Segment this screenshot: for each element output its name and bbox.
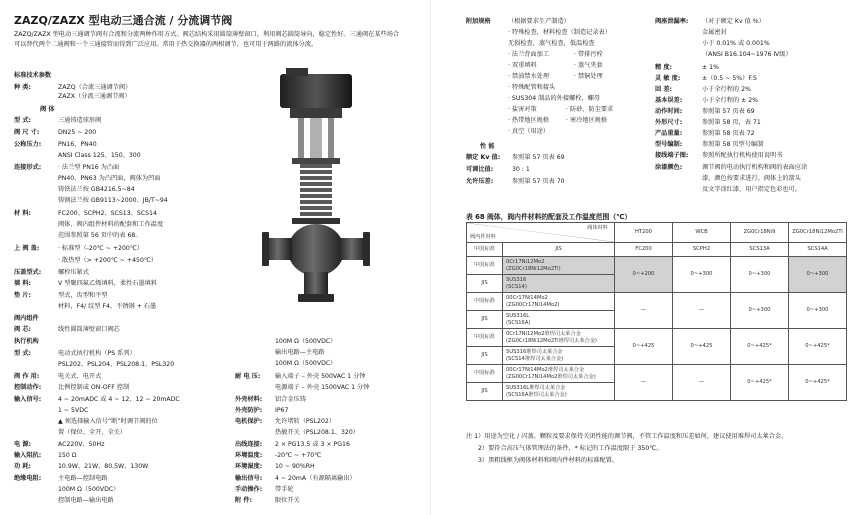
case-material-value: 铝合金压铸 xyxy=(275,396,306,403)
model-code-value: 参照第 58 页型号编制 xyxy=(702,141,764,148)
g2-jis-label: JIS xyxy=(467,311,503,329)
hysteresis-label: 回 差: xyxy=(655,86,673,93)
enclosure-value: IP67 xyxy=(275,407,289,414)
type-label: 种 类: xyxy=(14,84,32,91)
g1-val-3: 0~+300 xyxy=(731,257,789,293)
motor-protect-value-2: 热敏开关（PSL208.1、320） xyxy=(275,429,359,436)
diff-pressure-value: 参照第 57 页表 70 xyxy=(512,178,565,185)
humidity-label: 环境湿度: xyxy=(235,463,263,470)
spec-heading: 标准技术参数 xyxy=(14,72,52,79)
accuracy-value: ± 1% xyxy=(702,64,719,71)
g3-val-1: 0~+425 xyxy=(615,329,673,365)
g4-val-4: 0~+425* xyxy=(789,365,847,401)
g4-jis-material xyxy=(503,383,615,401)
bonnet-value-1: · 标准型（-20℃ ~ +200℃） xyxy=(58,245,143,252)
g4-std-label: 中国标准 xyxy=(467,365,503,383)
g4-std-material-2: (ZG00Cr17Ni14Mo2堆焊司太莱合金) xyxy=(506,373,596,380)
accuracy-label: 精 度: xyxy=(655,64,673,71)
extra-8b: · 防砂、防尘要求 xyxy=(566,106,614,113)
rangeability-value: 30 : 1 xyxy=(512,166,530,173)
gland-label: 压盖型式: xyxy=(14,269,42,276)
sensitivity-label: 灵 敏 度: xyxy=(655,75,681,82)
sensitivity-value: ±（0.5 ~ 5%）F.S xyxy=(702,75,757,82)
g4-jis-material-2: (SCS16A堆焊司太莱合金) xyxy=(506,391,567,398)
dielectric-value-1: 输入端子 – 外壳 500VAC 1 分钟 xyxy=(275,373,366,380)
basic-error-value: 小于全行程的 ± 2% xyxy=(702,97,759,104)
extra-4a: · 双重填料 xyxy=(508,62,537,69)
note-3: 3）黑粗线框为阀体材料和阀内件材料的标准配置。 xyxy=(478,457,619,464)
g4-val-2: — xyxy=(673,365,731,401)
g1-val-1: 0~+200 xyxy=(615,257,673,293)
g1-jis-label: JIS xyxy=(467,275,503,293)
table-title: 表 68 阀体，阀内件材料的配套及工作温度范围（℃） xyxy=(466,213,632,221)
col-jis-2: SCPH2 xyxy=(673,243,731,257)
extra-spec-label: 附加规格 xyxy=(466,18,491,25)
impedance-label: 输入阻抗: xyxy=(14,452,42,459)
manual-label: 手动操作: xyxy=(235,486,263,493)
actuator-type-label: 型 式: xyxy=(14,350,32,357)
gasket-label: 垫 片: xyxy=(14,292,32,299)
g1-val-2: 0~+300 xyxy=(673,257,731,293)
power-source-value: AC220V、50Hz xyxy=(58,441,105,448)
extra-4b: · 蒸气夹套 xyxy=(574,62,603,69)
diff-pressure-label: 允许压差: xyxy=(466,178,494,185)
g3-std-label: 中国标准 xyxy=(467,329,503,347)
insulation-value-1: 主电路—控制电路 xyxy=(58,475,108,482)
insulation-value-3: 控制电路—输出电路 xyxy=(58,497,114,504)
insulation-label: 绝缘电阻: xyxy=(14,475,42,482)
header-body-material: 阀体材料 xyxy=(587,225,608,231)
accessory-value: 限位开关 xyxy=(275,497,300,504)
weight-label: 产品重量: xyxy=(655,130,683,137)
consumption-label: 功 耗: xyxy=(14,463,32,470)
g3-val-3: 0~+425* xyxy=(731,329,789,365)
g4-jis-label: JIS xyxy=(467,383,503,401)
dimensions-value: 参照第 58 页，表 71 xyxy=(702,119,761,126)
bonnet-label: 上 阀 盖: xyxy=(14,245,40,252)
packing-value: V 型聚四氟乙烯填料，柔性石墨填料 xyxy=(58,280,158,287)
g2-val-3: 0~+300 xyxy=(731,293,789,329)
insulation-mid-3: 100M Ω（500VDC） xyxy=(275,360,337,367)
bonnet-value-2: · 散热型（> +200℃ ~ +450℃） xyxy=(58,257,158,264)
g1-std-label: 中国标准 xyxy=(467,257,503,275)
action-time-value: 参照第 57 页表 69 xyxy=(702,108,755,115)
connection-label: 连接形式: xyxy=(14,164,42,171)
paint-label: 涂漆颜色: xyxy=(655,164,683,171)
form-label: 型 式: xyxy=(14,117,32,124)
case-material-label: 外壳材料: xyxy=(235,396,263,403)
g1-val-4: 0~+300 xyxy=(789,257,847,293)
leakage-3: （ANSI B16.104~1976 Ⅳ级） xyxy=(702,51,792,58)
g4-jis-material-1: SUS316L堆焊司太莱合金 xyxy=(506,385,566,391)
insulation-mid-1: 100M Ω（500VDC） xyxy=(275,338,337,345)
section-trim: 阀内组件 xyxy=(14,315,39,322)
plug-label: 阀 芯: xyxy=(14,326,32,333)
material-value-2: 阀体、阀内组件材料的配套和工作温度 xyxy=(58,221,164,228)
pressure-label: 公称压力: xyxy=(14,141,42,148)
hdr-jis-label: JIS xyxy=(503,243,615,257)
size-value: DN25 ~ 200 xyxy=(58,129,97,136)
extra-9b: · 寒冷地区规格 xyxy=(566,117,608,124)
g3-std-material xyxy=(503,329,615,347)
g4-std-material xyxy=(503,365,615,383)
dimensions-label: 外形尺寸: xyxy=(655,119,683,126)
section-performance: 性 能 xyxy=(480,143,495,150)
actuator-type-value-1: 电动式执行机构（PS 系列） xyxy=(58,350,136,357)
g2-std-material: 00Cr17Ni14Mo2 (ZG00Cr17Ni14Mo2) xyxy=(503,293,615,311)
extra-7: · SUS304 制品的外接螺栓，螺母 xyxy=(508,95,600,102)
control-value: 比例控制或 ON-OFF 控制 xyxy=(58,384,130,391)
note-2: 2）要符合高压气体管理法的条件，* 标记的工作温度限于 350℃。 xyxy=(478,445,663,452)
page-gutter xyxy=(430,0,431,515)
basic-error-label: 基本误差: xyxy=(655,97,683,104)
extra-2: 无损检查，蒸气检查，低温检查 xyxy=(508,40,595,47)
extra-3a: · 法兰背面加工 xyxy=(508,51,550,58)
col-jis-4: SCS14A xyxy=(789,243,847,257)
output-value: 4 ~ 20mA（有源隔离输出） xyxy=(275,475,356,482)
header-trim-material: 阀内件材料 xyxy=(470,233,496,240)
hysteresis-value: 小于全行程的 2% xyxy=(702,86,751,93)
g2-val-4: 0~+300 xyxy=(789,293,847,329)
col-std-2: WCB xyxy=(673,223,731,243)
g3-val-2: 0~+425 xyxy=(673,329,731,365)
table-corner-header xyxy=(467,223,615,243)
g3-val-4: 0~+425* xyxy=(789,329,847,365)
type-value-1: ZAZQ（合流三通调节阀） xyxy=(58,84,132,91)
power-source-label: 电 源: xyxy=(14,441,32,448)
rangeability-label: 可调比值: xyxy=(466,166,494,173)
gasket-value-1: 型式，齿型和平型 xyxy=(58,292,108,299)
extra-10: · 真空（用途） xyxy=(508,128,550,135)
wiring-value: 参照所配执行机构使用说明书 xyxy=(702,152,783,159)
g2-val-1: — xyxy=(615,293,673,329)
col-jis-3: SCS13A xyxy=(731,243,789,257)
g3-std-material-1: 0Cr17Ni12Mo2堆焊司太莱合金 xyxy=(506,331,581,337)
connection-value-1: · 法兰型 PN16 为凸面 xyxy=(58,164,120,171)
control-label: 控制动作: xyxy=(14,384,42,391)
insulation-mid-2: 输出电路—主电路 xyxy=(275,349,325,356)
wiring-label: 接线端子图: xyxy=(655,152,689,159)
col-std-3: ZG0Cr18Ni9 xyxy=(731,223,789,243)
g4-std-material-1: 00Cr17Ni14Mo2堆焊司太莱合金 xyxy=(506,367,585,373)
leakage-hint: （对于额定 Kv 值 %） xyxy=(702,18,765,25)
g3-jis-label: JIS xyxy=(467,347,503,365)
pressure-value-1: PN16、PN40 xyxy=(58,141,97,148)
extra-9a: · 热带地区规格 xyxy=(508,117,550,124)
col-std-4: ZG0Cr18Ni12Mo2Ti xyxy=(789,223,847,243)
packing-label: 填 料: xyxy=(14,280,32,287)
section-actuator: 执行机构 xyxy=(14,338,39,345)
connection-value-2: PN40、PN63 为凸凹面，阀体为凹面 xyxy=(58,175,161,182)
insulation-value-2: 100M Ω（500VDC） xyxy=(58,486,120,493)
dielectric-value-2: 电源端子 – 外壳 1500VAC 1 分钟 xyxy=(275,384,370,391)
extra-5b: · 禁铜处理 xyxy=(574,73,603,80)
connection-value-3: 铸铁法兰按 GB4216.5~84 xyxy=(58,186,135,193)
ambient-temp-label: 环境温度: xyxy=(235,452,263,459)
paint-value-3: 及文字涂红漆，用户指定色彩也可。 xyxy=(702,186,801,193)
leakage-1: 金属密封 xyxy=(702,29,727,36)
input-value-3: ▲ 须选择输入信号“断”时调节阀的位 xyxy=(58,418,158,425)
col-std-1: HT200 xyxy=(615,223,673,243)
size-label: 阀 尺 寸: xyxy=(14,129,40,136)
extra-5a: · 禁油禁水处理 xyxy=(508,73,550,80)
humidity-value: 10 ~ 90%RH xyxy=(275,463,315,470)
material-table xyxy=(466,222,847,401)
g2-std-label: 中国标准 xyxy=(467,293,503,311)
manual-value: 带手轮 xyxy=(275,486,294,493)
action-value: 电关式、电开式 xyxy=(58,373,102,380)
kv-value: 参照第 57 页表 69 xyxy=(512,154,565,161)
paint-value-1: 调节阀的电动执行机构和阀的表面应涂 xyxy=(702,164,808,171)
input-value-4: 置（保位、全开、全关） xyxy=(58,429,127,436)
extra-spec-hint: （根据要求生产制造） xyxy=(508,18,570,25)
g3-jis-material xyxy=(503,347,615,365)
accessory-label: 附 件: xyxy=(235,497,253,504)
impedance-value: 150 Ω xyxy=(58,452,77,459)
extra-8a: · 盐害对策 xyxy=(508,106,537,113)
material-value-1: FC200、SCPH2、SCS13、SCS14 xyxy=(58,210,157,217)
hdr-std-label: 中国标准 xyxy=(467,243,503,257)
actuator-type-value-2: PSL202、PSL204、PSL208.1、PSL320 xyxy=(58,361,175,368)
input-value-2: 1 ~ 5VDC xyxy=(58,407,89,414)
g4-val-1: — xyxy=(615,365,673,401)
extra-1: · 特殊检查，材料检查（制造记录表） xyxy=(508,29,611,36)
pressure-value-2: ANSI Class 125、150、300 xyxy=(58,152,141,159)
g1-std-material: 0Cr17Ni12Mo2 (ZG0Cr18Ni12Mo2Ti) xyxy=(503,257,615,275)
extra-6: · 特殊配管和接头 xyxy=(508,84,556,91)
cable-label: 出线连接: xyxy=(235,441,263,448)
consumption-value: 10.9W、21W、80.5W、130W xyxy=(58,463,149,470)
motor-protect-label: 电机保护: xyxy=(235,418,263,425)
g3-std-material-2: (ZG0Cr18Ni12Mo2Ti堆焊司太莱合金) xyxy=(506,337,597,344)
extra-3b: · 带排污栓 xyxy=(574,51,603,58)
g1-jis-material: SUS316 (SCS14) xyxy=(503,275,615,293)
gland-value: 螺栓压紧式 xyxy=(58,269,89,276)
g3-jis-material-2: (SCS14堆焊司太莱合金) xyxy=(506,355,564,362)
material-value-3: 范围参照第 56 页中的表 68。 xyxy=(58,232,142,239)
form-value: 三通铸造球形阀 xyxy=(58,117,102,124)
g2-jis-material: SUS316L (SCS16A) xyxy=(503,311,615,329)
three-way-valve-image xyxy=(262,68,370,308)
plug-value: 线性圆筒薄壁窗口阀芯 xyxy=(58,326,120,333)
dielectric-label: 耐 电 压: xyxy=(235,373,261,380)
paint-value-2: 漆，颜色按要求进行。阀体上的箭头 xyxy=(702,175,801,182)
g2-val-2: — xyxy=(673,293,731,329)
leakage-2: 小于 0.01% 或 0.001% xyxy=(702,40,770,47)
input-value-1: 4 ~ 20mADC 或 4 ~ 12、12 ~ 20mADC xyxy=(58,396,180,403)
col-jis-1: FC200 xyxy=(615,243,673,257)
output-label: 输出信号: xyxy=(235,475,263,482)
motor-protect-value-1: 允许堵转（PSL202） xyxy=(275,418,336,425)
weight-value: 参照第 58 页表 72 xyxy=(702,130,755,137)
ambient-temp-value: -20℃ ~ +70℃ xyxy=(275,452,322,459)
model-code-label: 型号编制: xyxy=(655,141,683,148)
connection-value-4: 铸钢法兰按 GB9113~2000、JB/T~94 xyxy=(58,197,168,204)
material-label: 材 料: xyxy=(14,210,32,217)
enclosure-label: 外壳防护: xyxy=(235,407,263,414)
page-title: ZAZQ/ZAZX 型电动三通合流 / 分流调节阀 xyxy=(14,14,233,27)
type-value-2: ZAZX（分流三通调节阀） xyxy=(58,93,131,100)
action-time-label: 动作时间: xyxy=(655,108,683,115)
action-label: 阀 作 用: xyxy=(14,373,40,380)
leakage-label: 阀座泄漏率: xyxy=(655,18,689,25)
g3-jis-material-1: SUS316堆焊司太莱合金 xyxy=(506,349,563,355)
input-label: 输入信号: xyxy=(14,396,42,403)
section-body: 阀 体 xyxy=(40,106,55,113)
cable-value: 2 × PG13.5 或 3 × PG16 xyxy=(275,441,350,448)
g4-val-3: 0~+425* xyxy=(731,365,789,401)
gasket-value-2: 材料，F4/ 纹型 F4，不锈钢 + 石墨 xyxy=(58,303,157,310)
intro-paragraph: ZAZQ/ZAZX 型电动三通调节阀有合流和分流两种作用方式。阀芯结构采用圆筒薄壁窗口，利用阀芯圆筒导向，稳定性好。三通阀在某些场合可以替代两个二通阀和一个三通接管而得到广泛应用。常用于热交换器的两相调节，也可用于两路的流体分流。 xyxy=(14,31,400,48)
note-1: 注 1）用途为空化 / 闪蒸、颗粒及要求保持关闭性能的调节阀，不管工作温度和压差如何，建议使用堆焊司太莱合金。 xyxy=(466,433,788,440)
kv-label: 额定 Kv 值: xyxy=(466,154,501,161)
